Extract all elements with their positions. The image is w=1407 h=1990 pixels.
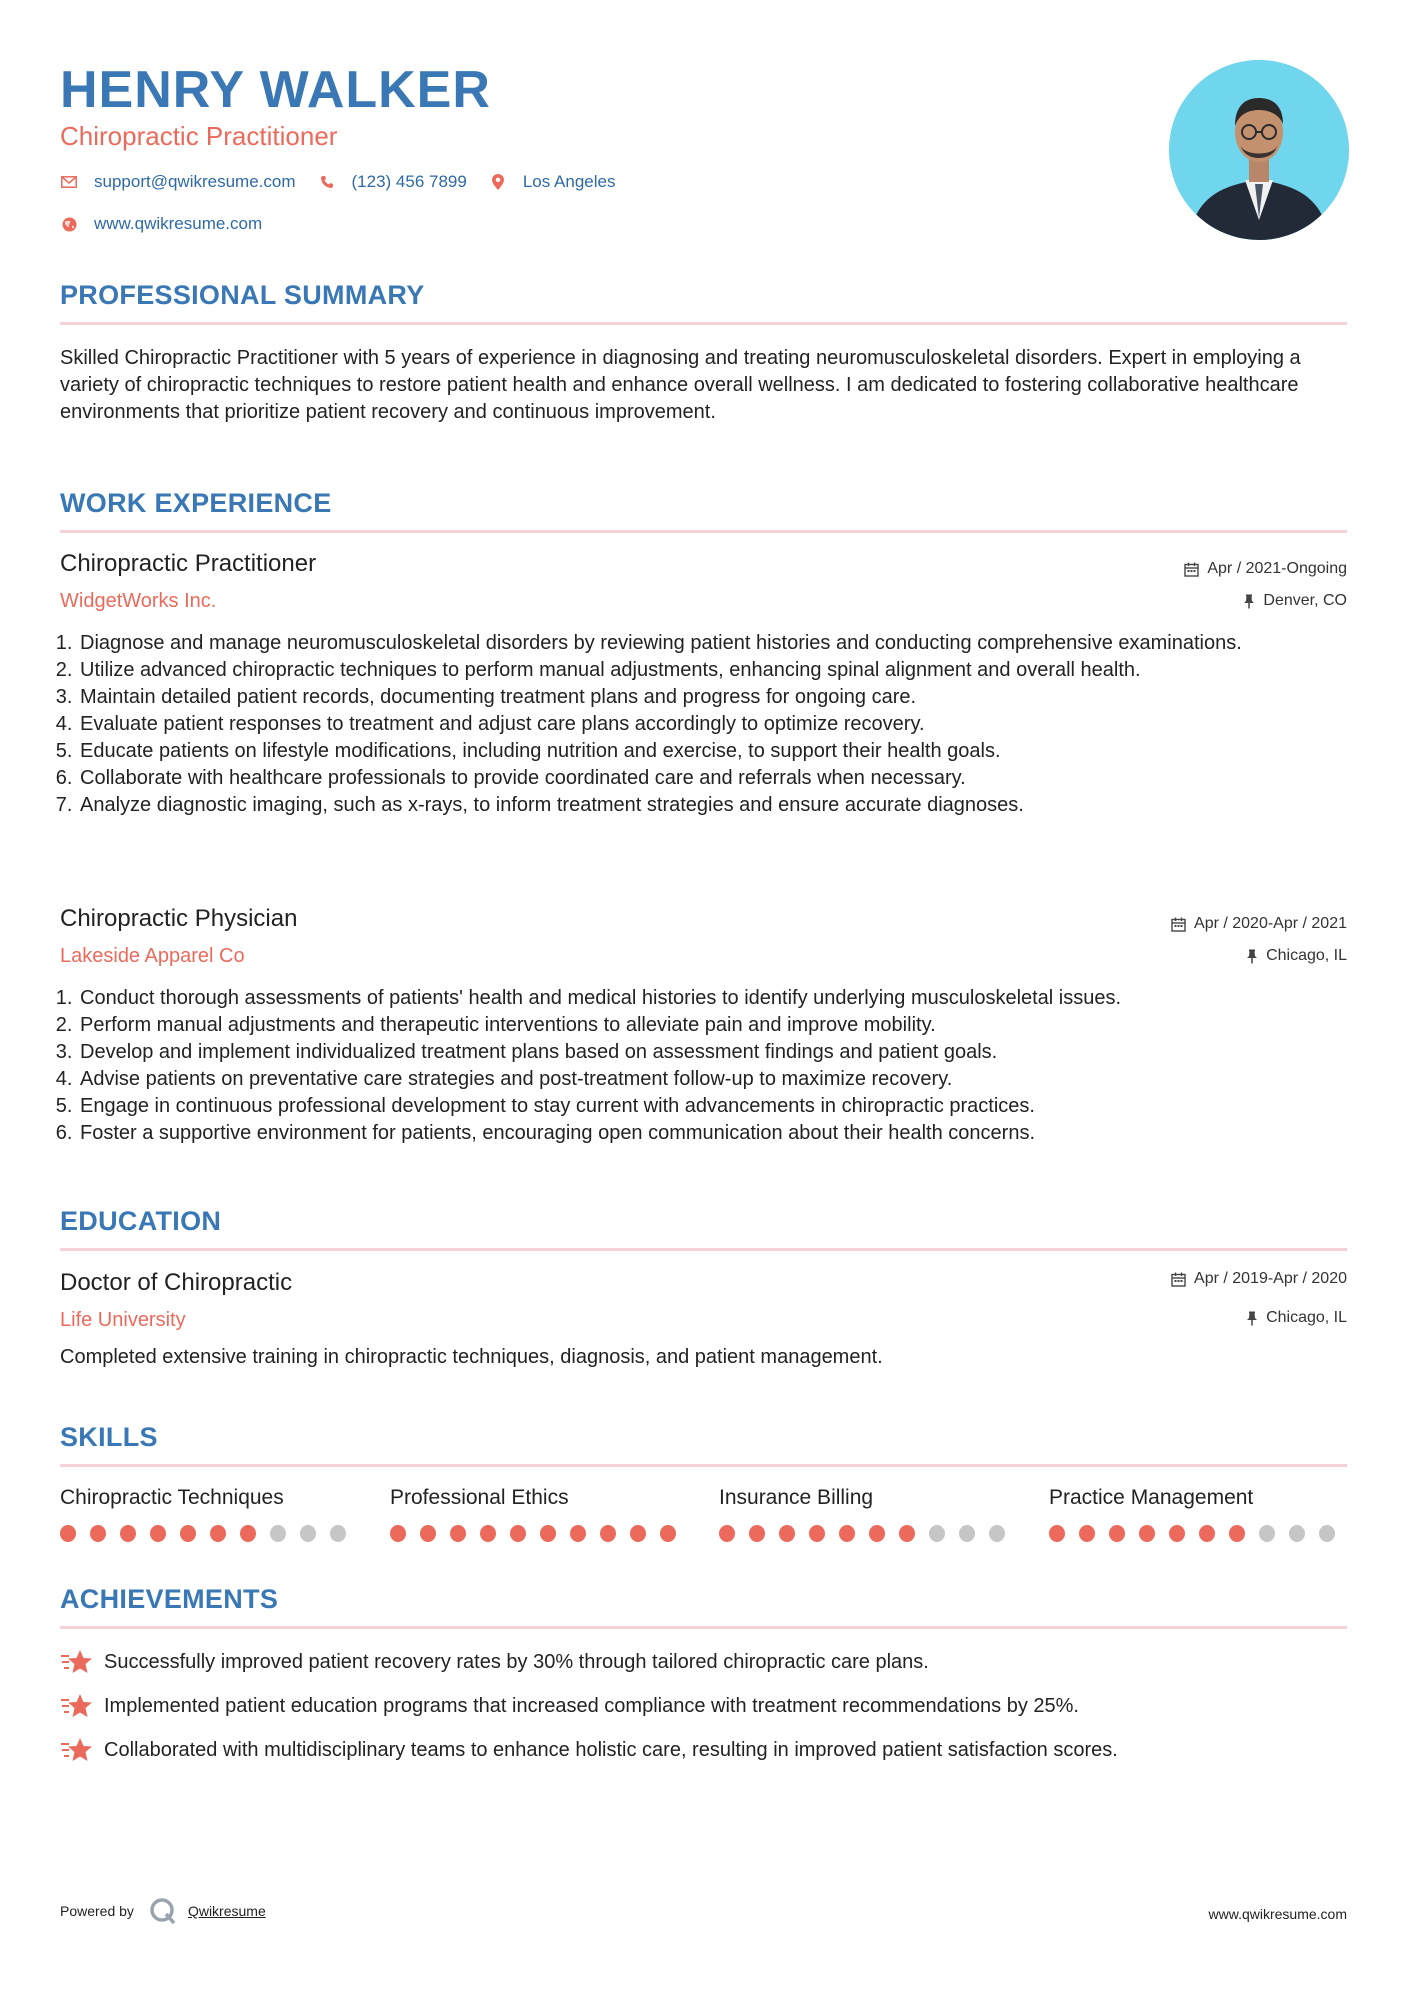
list-item: 7. Analyze diagnostic imaging, such as x-rays, to inform treatment strategies and ensure accurate diagnoses. [78,792,1365,819]
education-location-text: Chicago, IL [1266,1309,1347,1326]
achievement-text: Implemented patient education programs that increased compliance with treatment recommendations by 25%. [104,1694,1079,1717]
achievement-item [60,1692,1079,1720]
rating-dot-empty [300,1525,316,1542]
rating-dot-filled [540,1525,556,1542]
qwikresume-logo-icon [148,1896,178,1926]
rating-dot-filled [150,1525,166,1542]
rating-dot-filled [450,1525,466,1542]
job-dates [1171,915,1347,933]
pushpin-icon [1243,594,1255,609]
rating-dot-filled [899,1525,915,1542]
footer-powered-by [60,1896,266,1926]
job-dates [1184,560,1347,578]
list-item: 4. Advise patients on preventative care strategies and post-treatment follow-up to maximize recovery. [78,1066,1365,1093]
calendar-icon [1171,1272,1186,1287]
calendar-icon [1184,562,1199,577]
section-title-work: WORK EXPERIENCE [60,488,332,518]
pushpin-icon [1246,949,1258,964]
rating-dot-filled [1229,1525,1245,1542]
job-location-text: Denver, CO [1263,592,1347,609]
achievement-item [60,1736,1118,1764]
job-responsibilities [60,630,1365,819]
list-item: 6. Foster a supportive environment for patients, encouraging open communication about their health concerns. [78,1120,1365,1147]
rating-dot-filled [180,1525,196,1542]
rating-dot-empty [929,1525,945,1542]
rating-dot-empty [330,1525,346,1542]
school-name: Life University [60,1309,186,1331]
list-item: 3. Maintain detailed patient records, documenting treatment plans and progress for ongoing care. [78,684,1365,711]
rating-dot-empty [989,1525,1005,1542]
list-item: 3. Develop and implement individualized treatment plans based on assessment findings and patient goals. [78,1039,1365,1066]
rating-dot-filled [570,1525,586,1542]
rating-dot-filled [869,1525,885,1542]
section-title-education: EDUCATION [60,1206,222,1236]
rating-dot-filled [719,1525,735,1542]
skill-item [719,1485,1019,1542]
rating-dot-filled [240,1525,256,1542]
skill-name: Chiropractic Techniques [60,1486,284,1509]
rating-dot-filled [510,1525,526,1542]
qwikresume-link[interactable]: Qwikresume [187,1903,266,1919]
section-divider [60,1626,1347,1629]
rating-dot-filled [839,1525,855,1542]
rating-dot-filled [210,1525,226,1542]
rating-dot-filled [480,1525,496,1542]
calendar-icon [1171,917,1186,932]
education-description: Completed extensive training in chiropractic techniques, diagnosis, and patient management. [60,1346,883,1368]
rating-dot-filled [1169,1525,1185,1542]
list-item: 4. Evaluate patient responses to treatment and adjust care plans accordingly to optimize recovery. [78,711,1365,738]
education-dates [1171,1270,1347,1288]
skill-rating [719,1525,1019,1542]
star-icon [60,1692,92,1720]
skill-rating [390,1525,690,1542]
job-dates-text: Apr / 2021-Ongoing [1207,560,1347,577]
skill-name: Insurance Billing [719,1486,874,1509]
job-location [1243,592,1347,610]
list-item: 5. Educate patients on lifestyle modifications, including nutrition and exercise, to support their health goals. [78,738,1365,765]
phone-text[interactable]: (123) 456 7899 [351,172,467,191]
rating-dot-filled [1079,1525,1095,1542]
job-responsibilities [60,985,1365,1147]
website-link[interactable]: www.qwikresume.com [94,214,263,233]
skill-item [60,1485,360,1542]
skill-name: Practice Management [1049,1486,1254,1509]
rating-dot-filled [1049,1525,1065,1542]
rating-dot-filled [630,1525,646,1542]
rating-dot-empty [1259,1525,1275,1542]
section-divider [60,1464,1347,1467]
education-dates-text: Apr / 2019-Apr / 2020 [1194,1270,1347,1287]
rating-dot-empty [270,1525,286,1542]
list-item: 1. Diagnose and manage neuromusculoskeletal disorders by reviewing patient histories and conducting comprehensive examinations. [78,630,1365,657]
powered-by-label: Powered by [60,1903,134,1919]
email-link[interactable]: support@qwikresume.com [94,172,296,191]
star-icon [60,1736,92,1764]
skill-item [390,1485,690,1542]
list-item: 1. Conduct thorough assessments of patients' health and medical histories to identify underlying musculoskeletal issues. [78,985,1365,1012]
envelope-icon [60,173,78,191]
company-name: WidgetWorks Inc. [60,590,217,612]
globe-icon [60,215,78,233]
candidate-name: HENRY WALKER [60,61,491,119]
rating-dot-filled [660,1525,676,1542]
section-divider [60,1248,1347,1251]
rating-dot-filled [60,1525,76,1542]
section-title-skills: SKILLS [60,1422,158,1452]
achievement-item [60,1648,929,1676]
job-title: Chiropractic Physician [60,905,298,932]
map-pin-icon [489,173,507,191]
rating-dot-filled [120,1525,136,1542]
list-item: 2. Utilize advanced chiropractic techniques to perform manual adjustments, enhancing spinal alignment and overall health. [78,657,1365,684]
rating-dot-filled [420,1525,436,1542]
section-divider [60,530,1347,533]
rating-dot-filled [809,1525,825,1542]
contact-row-primary [60,172,637,192]
rating-dot-filled [390,1525,406,1542]
job-dates-text: Apr / 2020-Apr / 2021 [1194,915,1347,932]
section-title-achievements: ACHIEVEMENTS [60,1584,279,1614]
rating-dot-empty [1319,1525,1335,1542]
skill-rating [60,1525,360,1542]
phone-icon [318,173,336,191]
job-location [1246,947,1347,965]
contact-row-secondary [60,214,284,234]
rating-dot-filled [1199,1525,1215,1542]
footer-url[interactable]: www.qwikresume.com [1208,1906,1347,1922]
section-divider [60,322,1347,325]
achievement-text: Collaborated with multidisciplinary teams to enhance holistic care, resulting in improved patient satisfaction scores. [104,1738,1118,1761]
rating-dot-filled [90,1525,106,1542]
star-icon [60,1648,92,1676]
pushpin-icon [1246,1311,1258,1326]
list-item: 5. Engage in continuous professional development to stay current with advancements in chiropractic practices. [78,1093,1365,1120]
location-text: Los Angeles [522,172,616,191]
section-title-summary: PROFESSIONAL SUMMARY [60,280,425,310]
rating-dot-filled [779,1525,795,1542]
rating-dot-filled [1109,1525,1125,1542]
candidate-title: Chiropractic Practitioner [60,121,338,151]
list-item: 6. Collaborate with healthcare professionals to provide coordinated care and referrals when necessary. [78,765,1365,792]
rating-dot-filled [749,1525,765,1542]
rating-dot-filled [1139,1525,1155,1542]
skill-item [1049,1485,1349,1542]
summary-text: Skilled Chiropractic Practitioner with 5 years of experience in diagnosing and treating neuromusculoskeletal disorders. Expert in employing a variety of chiropractic techniques to restore patient health and enhance overall wellness. I am dedicated to fostering collaborative healthcare environments that prioritize patient recovery and continuous improvement. [60,347,1301,423]
list-item: 2. Perform manual adjustments and therapeutic interventions to alleviate pain and improve mobility. [78,1012,1365,1039]
job-title: Chiropractic Practitioner [60,550,317,577]
company-name: Lakeside Apparel Co [60,945,245,967]
job-location-text: Chicago, IL [1266,947,1347,964]
profile-photo [1169,60,1349,240]
achievement-text: Successfully improved patient recovery rates by 30% through tailored chiropractic care plans. [104,1650,929,1673]
skill-name: Professional Ethics [390,1486,569,1509]
education-location [1246,1309,1347,1327]
rating-dot-filled [600,1525,616,1542]
degree-title: Doctor of Chiropractic [60,1269,293,1296]
skill-rating [1049,1525,1349,1542]
rating-dot-empty [1289,1525,1305,1542]
rating-dot-empty [959,1525,975,1542]
